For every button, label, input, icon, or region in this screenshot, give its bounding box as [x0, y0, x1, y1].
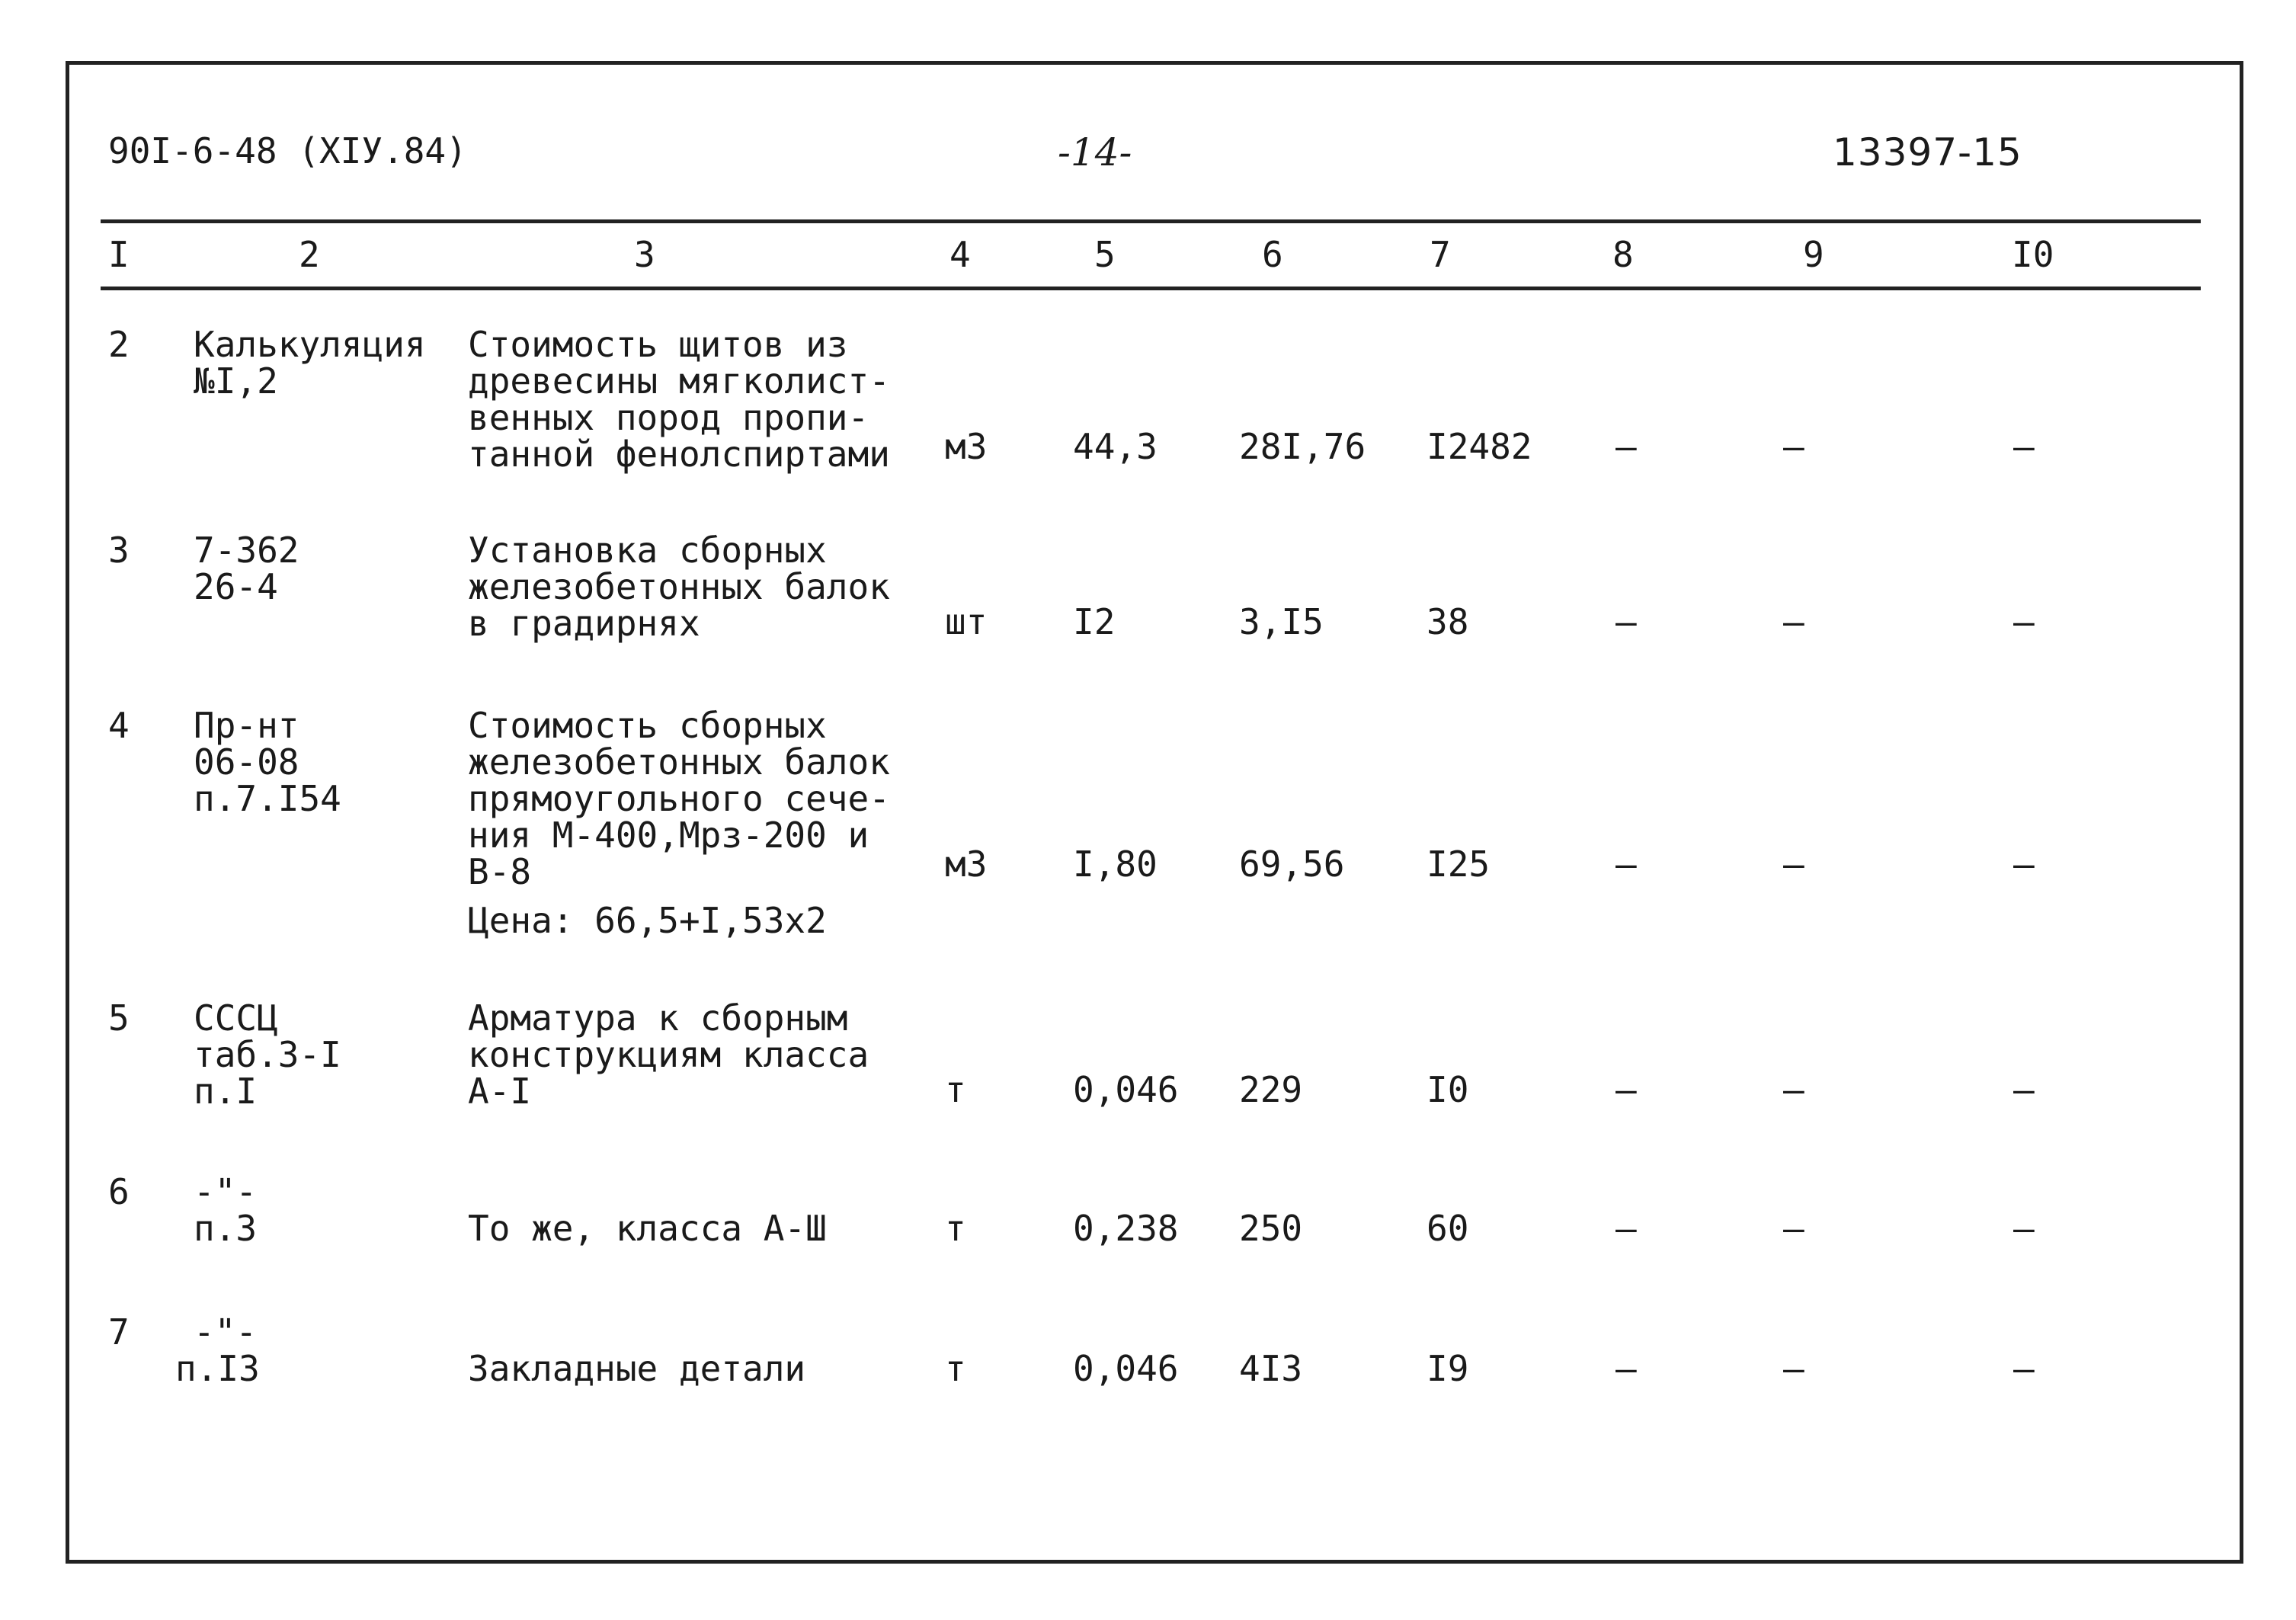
row-quantity: 0,238: [1073, 1208, 1179, 1249]
row-col9: –: [1783, 1208, 1804, 1249]
description-line: железобетонных балок: [468, 566, 890, 607]
row-quantity: 44,3: [1073, 426, 1158, 467]
reference-line: Калькуляция: [194, 324, 426, 365]
row-total: 60: [1427, 1208, 1469, 1249]
row-quantity: 0,046: [1073, 1069, 1179, 1110]
row-number: 4: [108, 705, 130, 746]
row-reference: [194, 707, 341, 817]
description-line: Закладные детали: [468, 1348, 806, 1389]
page-number: -14-: [1058, 130, 1132, 174]
reference-line: 26-4: [194, 566, 278, 607]
reference-line: п.7.I54: [194, 778, 341, 819]
description-line: древесины мягколист-: [468, 360, 890, 402]
description-line: железобетонных балок: [468, 741, 890, 783]
document-code: 90I-6-48 (XIУ.84): [108, 130, 467, 171]
row-number: 2: [108, 324, 130, 365]
row-col8: –: [1616, 844, 1637, 885]
description-line: В-8: [468, 851, 532, 892]
row-price: 3,I5: [1239, 601, 1324, 642]
row-reference: [194, 532, 299, 605]
row-col10: –: [2013, 844, 2035, 885]
row-col9: –: [1783, 426, 1804, 467]
column-header-7: 7: [1430, 234, 1451, 275]
reference-line: Пр-нт: [194, 705, 299, 746]
row-col8: –: [1616, 601, 1637, 642]
reference-line: п.I3: [175, 1348, 260, 1389]
row-reference: [194, 997, 341, 1112]
row-unit: м3: [945, 426, 988, 467]
row-total: I0: [1427, 1069, 1469, 1110]
price-note: Цена: 66,5+I,53х2: [468, 900, 827, 941]
row-description: [468, 324, 890, 475]
reference-line: №I,2: [194, 360, 278, 402]
row-price: 250: [1239, 1208, 1303, 1249]
row-reference: [194, 1173, 257, 1247]
description-line: танной фенолспиртами: [468, 434, 890, 475]
row-col9: –: [1783, 601, 1804, 642]
table-header-top-rule: [101, 219, 2201, 223]
reference-line: -"-: [194, 1171, 258, 1212]
row-number: 7: [108, 1311, 130, 1353]
row-number: 6: [108, 1171, 130, 1212]
row-number: 5: [108, 997, 130, 1039]
row-description: [468, 997, 869, 1112]
column-header-6: 6: [1262, 234, 1283, 275]
table-header-bottom-rule: [101, 287, 2201, 290]
row-col10: –: [2013, 426, 2035, 467]
row-col9: –: [1783, 1069, 1804, 1110]
row-price: 229: [1239, 1069, 1303, 1110]
row-number: 3: [108, 530, 130, 571]
row-col10: –: [2013, 1208, 2035, 1249]
description-line: прямоугольного сече-: [468, 778, 890, 819]
row-description: [468, 707, 890, 939]
row-reference: [175, 1311, 260, 1389]
column-header-5: 5: [1094, 234, 1116, 275]
row-total: I9: [1427, 1348, 1469, 1389]
row-unit: т: [945, 1069, 966, 1110]
description-line: То же, класса А-Ш: [468, 1208, 827, 1249]
row-reference: [194, 324, 426, 402]
row-col9: –: [1783, 844, 1804, 885]
description-line: А-I: [468, 1071, 532, 1112]
row-quantity: I,80: [1073, 844, 1158, 885]
row-total: 38: [1427, 601, 1469, 642]
description-line: Стоимость щитов из: [468, 324, 848, 365]
row-total: I25: [1427, 844, 1491, 885]
description-line: конструкциям класса: [468, 1034, 869, 1075]
description-line: Арматура к сборным: [468, 997, 848, 1039]
reference-line: 7-362: [194, 530, 299, 571]
column-header-8: 8: [1612, 234, 1634, 275]
row-col10: –: [2013, 1069, 2035, 1110]
row-price: 69,56: [1239, 844, 1345, 885]
row-description: [468, 1210, 827, 1247]
row-quantity: 0,046: [1073, 1348, 1179, 1389]
row-col8: –: [1616, 1348, 1637, 1389]
column-header-4: 4: [949, 234, 971, 275]
description-line: венных пород пропи-: [468, 397, 869, 438]
row-col8: –: [1616, 1069, 1637, 1110]
row-col8: –: [1616, 1208, 1637, 1249]
reference-line: таб.3-I: [194, 1034, 341, 1075]
column-header-3: 3: [634, 234, 655, 275]
description-line: в градирнях: [468, 603, 700, 644]
reference-line: 06-08: [194, 741, 299, 783]
row-description: [468, 1350, 805, 1387]
row-quantity: I2: [1073, 601, 1116, 642]
reference-line: СССЦ: [194, 997, 278, 1039]
reference-line: п.3: [194, 1208, 258, 1249]
row-unit: т: [945, 1208, 966, 1249]
column-header-10: I0: [2012, 234, 2054, 275]
row-col10: –: [2013, 601, 2035, 642]
row-col8: –: [1616, 426, 1637, 467]
reference-line: п.I: [194, 1071, 258, 1112]
row-price: 4I3: [1239, 1348, 1303, 1389]
row-description: [468, 532, 890, 642]
row-unit: м3: [945, 844, 988, 885]
row-col10: –: [2013, 1348, 2035, 1389]
column-header-2: 2: [299, 234, 320, 275]
row-total: I2482: [1427, 426, 1532, 467]
row-col9: –: [1783, 1348, 1804, 1389]
sheet-number: 13397-15: [1833, 130, 2022, 174]
row-unit: шт: [945, 601, 988, 642]
description-line: ния М-400,Мрз-200 и: [468, 815, 869, 856]
row-price: 28I,76: [1239, 426, 1366, 467]
column-header-1: I: [108, 234, 130, 275]
description-line: Установка сборных: [468, 530, 827, 571]
reference-line: -"-: [194, 1311, 258, 1353]
column-header-9: 9: [1803, 234, 1824, 275]
description-line: Стоимость сборных: [468, 705, 827, 746]
row-unit: т: [945, 1348, 966, 1389]
